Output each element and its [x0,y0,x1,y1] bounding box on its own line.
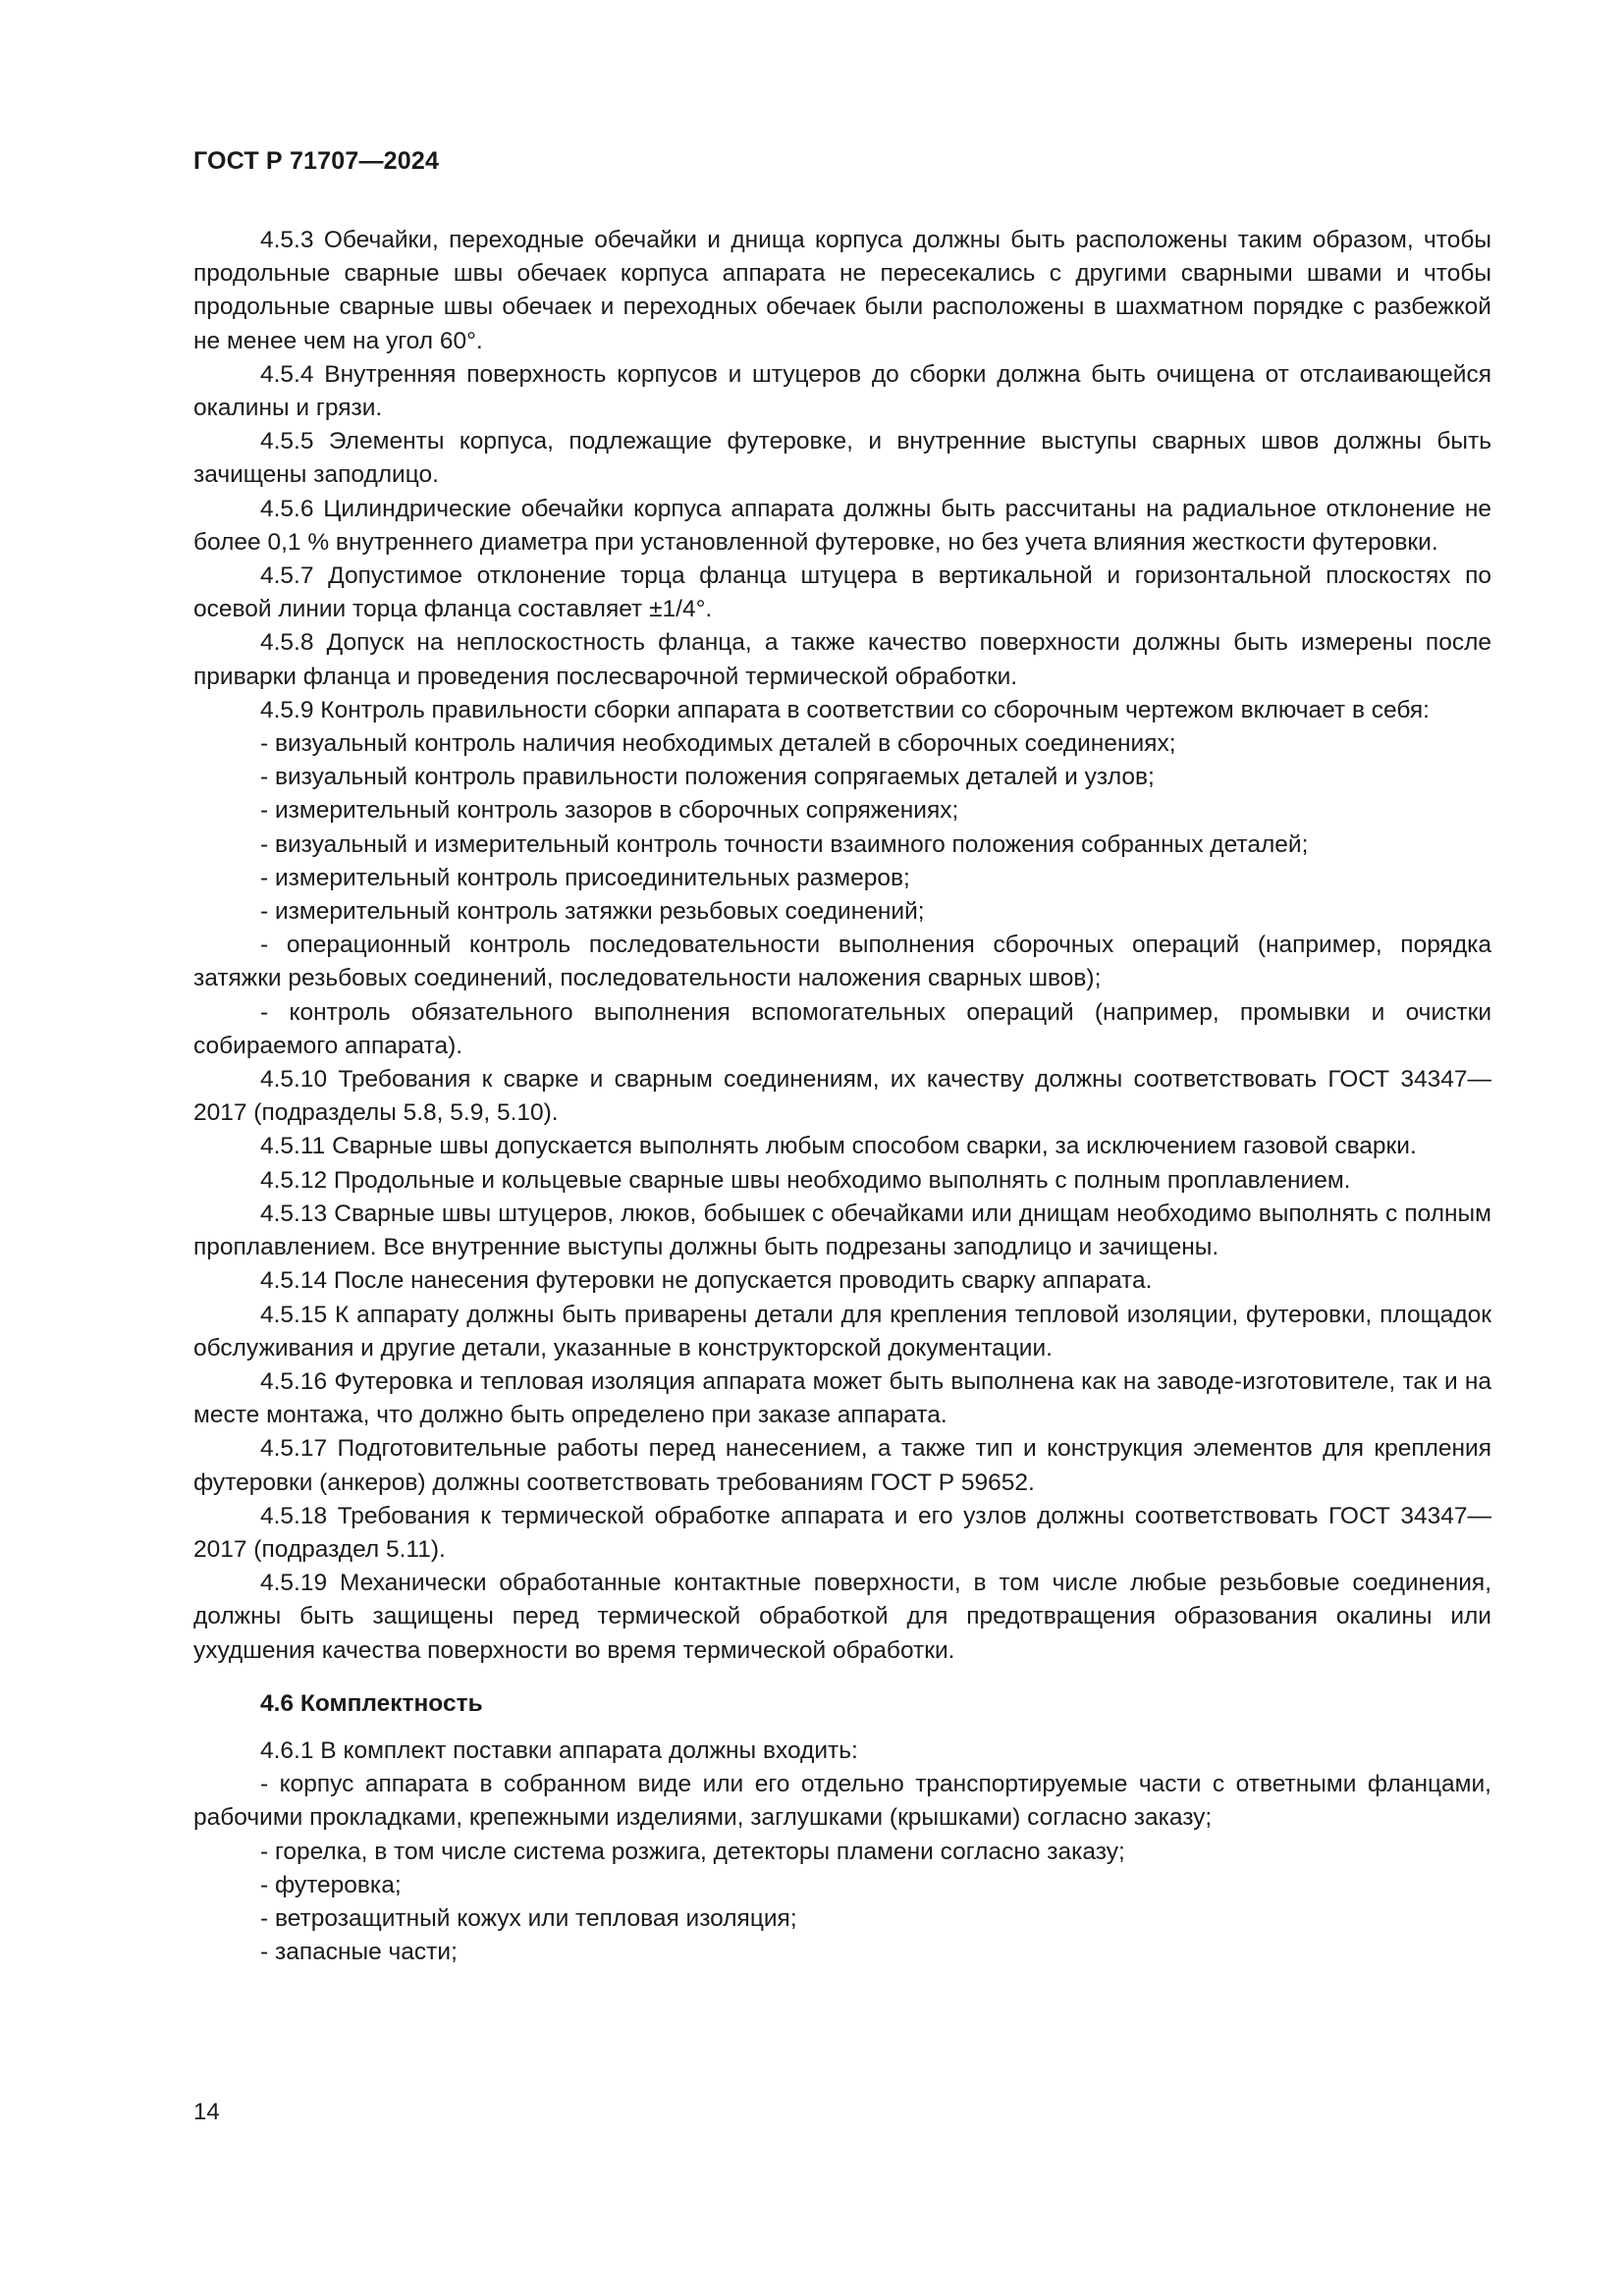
document-header: ГОСТ Р 71707—2024 [193,147,440,175]
list-item: - операционный контроль последовательности выполнения сборочных операций (например, порядка затяжки резьбовых соединений, последовательности наложения сварных швов); [193,932,1491,992]
page-number: 14 [193,2099,220,2125]
list-item: - визуальный контроль наличия необходимых деталей в сборочных соединениях; [260,730,1176,758]
paragraph-4-5-8: 4.5.8 Допуск на неплоскостность фланца, а также качество поверхности должны быть измерены после приварки фланца и проведения послесварочной термической обработки. [193,629,1491,690]
paragraph-4-5-13: 4.5.13 Сварные швы штуцеров, люков, бобышек с обечайками или днищам необходимо выполнять с полным проплавлением. Все внутренние выступы должны быть подрезаны заподлицо и зачищены. [193,1200,1491,1261]
paragraph-4-5-14: 4.5.14 После нанесения футеровки не допускается проводить сварку аппарата. [260,1267,1153,1295]
paragraph-4-5-11: 4.5.11 Сварные швы допускается выполнять любым способом сварки, за исключением газовой сварки. [260,1133,1417,1160]
list-item: - корпус аппарата в собранном виде или его отдельно транспортируемые части с ответными фланцами, рабочими прокладками, крепежными изделиями, заглушками (крышками) согласно заказу; [193,1771,1491,1832]
list-item: - футеровка; [260,1871,402,1898]
list-item: - визуальный контроль правильности положения сопрягаемых деталей и узлов; [260,764,1155,791]
list-item: - измерительный контроль зазоров в сборочных сопряжениях; [260,797,959,825]
list-item: - измерительный контроль затяжки резьбовых соединений; [260,898,925,926]
paragraph-4-5-5: 4.5.5 Элементы корпуса, подлежащие футеровке, и внутренние выступы сварных швов должны быть зачищены заподлицо. [193,428,1491,489]
paragraph-4-5-4: 4.5.4 Внутренняя поверхность корпусов и штуцеров до сборки должна быть очищена от отслаивающейся окалины и грязи. [193,360,1491,422]
list-item: - ветрозащитный кожух или тепловая изоляция; [260,1904,797,1932]
paragraph-4-5-17: 4.5.17 Подготовительные работы перед нанесением, а также тип и конструкция элементов для крепления футеровки (анкеров) должны соответствовать требованиям ГОСТ Р 59652. [193,1435,1491,1496]
paragraph-4-5-6: 4.5.6 Цилиндрические обечайки корпуса аппарата должны быть рассчитаны на радиальное отклонение не более 0,1 % внутреннего диаметра при установленной футеровке, но без учета влияния жесткости футеровки. [193,495,1491,556]
list-item: - измерительный контроль присоединительных размеров; [260,864,910,891]
list-item: - контроль обязательного выполнения вспомогательных операций (например, промывки и очистки собираемого аппарата). [193,998,1491,1059]
paragraph-4-5-19: 4.5.19 Механически обработанные контактные поверхности, в том числе любые резьбовые соединения, должны быть защищены перед термической обработкой для предотвращения образования окалины или ухудшения качества поверхности во время термической обработки. [193,1570,1491,1664]
paragraph-4-5-9: 4.5.9 Контроль правильности сборки аппарата в соответствии со сборочным чертежом включает в себя: [260,696,1430,723]
paragraph-4-5-3: 4.5.3 Обечайки, переходные обечайки и днища корпуса должны быть расположены таким образом, чтобы продольные сварные швы обечаек корпуса аппарата не пересекались с другими сварными швами и чтобы продольные сварные швы обечаек и переходных обечаек были расположены в шахматном порядке с разбежкой не менее чем на угол 60°. [193,227,1491,354]
list-item: - горелка, в том числе система розжига, детекторы пламени согласно заказу; [260,1838,1125,1865]
document-body [193,224,1491,1969]
list-item: - запасные части; [260,1939,458,1966]
section-title-4-6: 4.6 Комплектность [260,1689,483,1717]
paragraph-4-5-10: 4.5.10 Требования к сварке и сварным соединениям, их качеству должны соответствовать ГОСТ 34347—2017 (подразделы 5.8, 5.9, 5.10). [193,1066,1491,1127]
paragraph-4-6-1: 4.6.1 В комплект поставки аппарата должны входить: [260,1736,858,1764]
paragraph-4-5-12: 4.5.12 Продольные и кольцевые сварные швы необходимо выполнять с полным проплавлением. [260,1166,1351,1194]
paragraph-4-5-18: 4.5.18 Требования к термической обработке аппарата и его узлов должны соответствовать ГОСТ 34347—2017 (подраздел 5.11). [193,1502,1491,1563]
paragraph-4-5-7: 4.5.7 Допустимое отклонение торца фланца штуцера в вертикальной и горизонтальной плоскостях по осевой линии торца фланца составляет ±1/4°. [193,562,1491,623]
list-item: - визуальный и измерительный контроль точности взаимного положения собранных деталей; [260,830,1309,858]
paragraph-4-5-16: 4.5.16 Футеровка и тепловая изоляция аппарата может быть выполнена как на заводе-изготовителе, так и на месте монтажа, что должно быть определено при заказе аппарата. [193,1367,1491,1429]
paragraph-4-5-15: 4.5.15 К аппарату должны быть приварены детали для крепления тепловой изоляции, футеровки, площадок обслуживания и другие детали, указанные в конструкторской документации. [193,1301,1491,1362]
